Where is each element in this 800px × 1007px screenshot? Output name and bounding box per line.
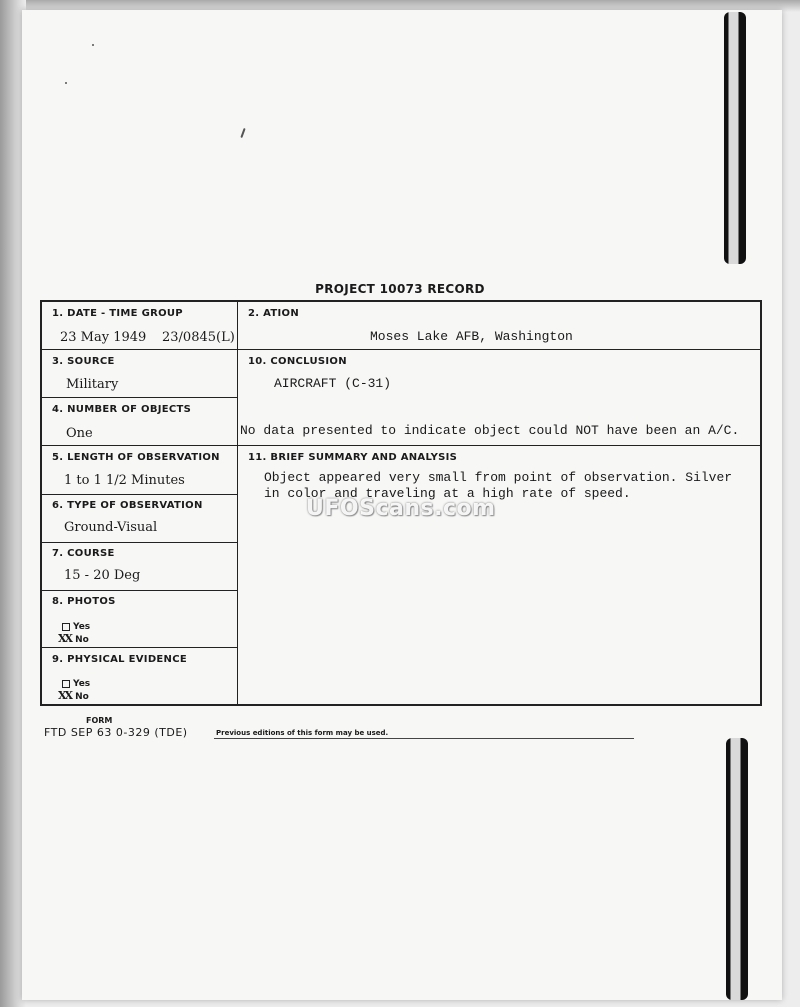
length-of-observation-label: 5. LENGTH OF OBSERVATION xyxy=(52,452,220,463)
type-of-observation-value: Ground-Visual xyxy=(64,520,158,535)
typed-x-mark: XX xyxy=(58,632,72,645)
number-of-objects-value: One xyxy=(66,426,93,441)
footer-form-code: FTD SEP 63 0-329 (TDE) xyxy=(44,726,188,739)
conclusion-label: 10. CONCLUSION xyxy=(248,356,347,367)
checkbox-empty-icon xyxy=(62,623,70,631)
summary-label: 11. BRIEF SUMMARY AND ANALYSIS xyxy=(248,452,458,463)
physical-evidence-no-label: No xyxy=(75,692,89,702)
row-divider xyxy=(42,445,760,446)
row-divider xyxy=(42,349,760,350)
photos-label: 8. PHOTOS xyxy=(52,596,116,607)
typed-x-mark: XX xyxy=(58,689,72,702)
column-divider xyxy=(237,302,238,704)
physical-evidence-no-option[interactable] xyxy=(58,689,89,702)
photos-yes-label: Yes xyxy=(73,622,91,632)
footer-rule xyxy=(214,738,634,739)
source-label: 3. SOURCE xyxy=(52,356,115,367)
row-divider xyxy=(42,542,237,543)
photos-yes-option[interactable] xyxy=(62,622,90,632)
binder-strip-top xyxy=(724,12,746,264)
row-divider xyxy=(42,494,237,495)
physical-evidence-label: 9. PHYSICAL EVIDENCE xyxy=(52,654,187,665)
conclusion-value: AIRCRAFT (C-31) xyxy=(274,376,392,391)
summary-line-1: Object appeared very small from point of observation. Silver xyxy=(264,470,733,485)
course-value: 15 - 20 Deg xyxy=(64,568,141,583)
location-value: Moses Lake AFB, Washington xyxy=(370,329,573,344)
binder-strip-bottom xyxy=(726,738,748,1000)
photos-no-label: No xyxy=(75,635,89,645)
dust-speck xyxy=(92,44,94,46)
summary-line-2: in color and traveling at a high rate of speed. xyxy=(264,486,631,501)
type-of-observation-label: 6. TYPE OF OBSERVATION xyxy=(52,500,203,511)
number-of-objects-label: 4. NUMBER OF OBJECTS xyxy=(52,404,192,415)
row-divider xyxy=(42,590,237,591)
form-title: PROJECT 10073 RECORD xyxy=(315,282,485,296)
time-value: 23/0845(L) xyxy=(162,330,235,345)
conclusion-note: No data presented to indicate object could NOT have been an A/C. xyxy=(240,423,740,438)
date-value: 23 May 1949 xyxy=(60,330,147,345)
source-value: Military xyxy=(66,377,119,392)
footer-note: Previous editions of this form may be used. xyxy=(216,729,389,737)
footer-form-word: FORM xyxy=(86,716,113,725)
date-time-group-label: 1. DATE - TIME GROUP xyxy=(52,308,183,319)
location-label: 2. ATION xyxy=(248,308,300,319)
physical-evidence-yes-option[interactable] xyxy=(62,679,90,689)
physical-evidence-yes-label: Yes xyxy=(73,679,91,689)
watermark: UFOScans.com xyxy=(306,496,496,521)
dust-speck xyxy=(65,82,67,84)
photos-no-option[interactable] xyxy=(58,632,89,645)
checkbox-empty-icon xyxy=(62,680,70,688)
row-divider xyxy=(42,647,237,648)
course-label: 7. COURSE xyxy=(52,548,115,559)
length-of-observation-value: 1 to 1 1/2 Minutes xyxy=(64,473,185,488)
row-divider xyxy=(42,397,237,398)
